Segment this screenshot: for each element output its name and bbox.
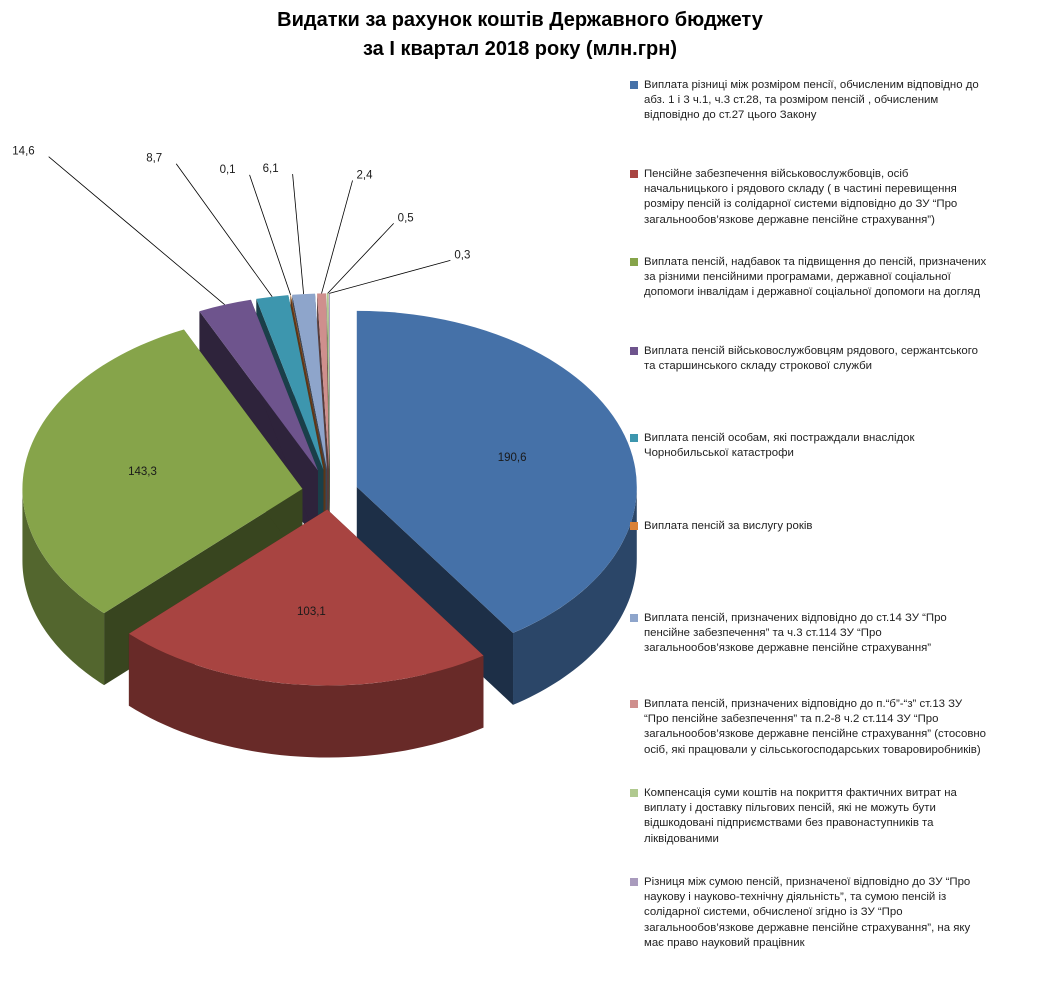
- legend-text-7: Виплата пенсій, призначених відповідно до ст.14 ЗУ “Про пенсійне забезпечення” та ч.3 ст.114 ЗУ “Про загальнообов’язкове державне пенсійне страхування”: [644, 612, 947, 655]
- leader-line-5: [176, 164, 272, 297]
- data-label-3: 143,3: [128, 466, 157, 479]
- leader-line-10: [329, 260, 450, 293]
- legend-text-5: Виплата пенсій особам, які постраждали внаслідок Чорнобильської катастрофи: [644, 432, 915, 460]
- legend-text-2: Пенсійне забезпечення військовослужбовців, осіб начальницького і рядового складу ( в частині перевищення розміру пенсій із солідарної системи відповідно до ЗУ “Про загальнообов’язкове державне пенсійне страхування”): [644, 168, 958, 226]
- data-label-8: 2,4: [356, 169, 373, 182]
- data-label-2: 103,1: [297, 606, 326, 619]
- data-label-4: 14,6: [12, 145, 35, 158]
- data-label-9: 0,5: [397, 212, 414, 225]
- data-label-6: 0,1: [219, 163, 236, 176]
- legend-swatch-8: [630, 700, 638, 708]
- data-label-5: 8,7: [146, 152, 163, 165]
- legend-swatch-10: [630, 878, 638, 886]
- legend-swatch-7: [630, 614, 638, 622]
- data-label-10: 0,3: [454, 249, 471, 262]
- data-label-7: 6,1: [262, 163, 279, 176]
- leader-line-4: [49, 157, 225, 305]
- legend-text-10: Різниця між сумою пенсій, призначеної відповідно до ЗУ “Про наукову і науково-технічну діяльність”, та сумою пенсій із солідарної системи, обчисленої згідно із ЗУ “Про загальнообов’язкове державне пенсійне страхування”, на яку має право науковий працівник: [644, 876, 971, 949]
- leader-line-8: [322, 180, 353, 293]
- data-label-1: 190,6: [497, 452, 527, 465]
- legend-text-9: Компенсація суми коштів на покриття фактичних витрат на виплату і доставку пільгових пенсій, які не можуть бути відшкодовані підприємствами без правонаступників та ліквідованими: [644, 787, 957, 845]
- legend-swatch-4: [630, 347, 638, 355]
- legend-swatch-6: [630, 522, 638, 530]
- legend-swatch-5: [630, 434, 638, 442]
- legend-swatch-9: [630, 789, 638, 797]
- legend-swatch-1: [630, 81, 638, 89]
- legend-text-1: Виплата різниці між розміром пенсії, обчисленим відповідно до абз. 1 і 3 ч.1, ч.3 ст.28, та розміром пенсій , обчисленим відповідно до ст.27 цього Закону: [644, 79, 979, 122]
- chart-title-line-2: за І квартал 2018 року (млн.грн): [362, 38, 678, 60]
- leader-line-6: [250, 175, 291, 295]
- leader-line-7: [293, 174, 304, 294]
- chart-title-line-1: Видатки за рахунок коштів Державного бюджету: [277, 9, 763, 31]
- legend-text-4: Виплата пенсій військовослужбовцям рядового, сержантського та старшинського складу строкової служби: [644, 345, 978, 373]
- legend-swatch-3: [630, 258, 638, 266]
- legend-text-8: Виплата пенсій, призначених відповідно до п.“б”-“з” ст.13 ЗУ “Про пенсійне забезпечення” та п.2-8 ч.2 ст.114 ЗУ “Про загальнообов’язкове державне пенсійне страхування” (стосовно осіб, які працювали у сільськогосподарських товаровиробників): [644, 698, 987, 756]
- legend-text-6: Виплата пенсій за вислугу років: [644, 520, 813, 532]
- legend-swatch-2: [630, 170, 638, 178]
- legend-text-3: Виплата пенсій, надбавок та підвищення до пенсій, призначених за різними пенсійними програмами, державної соціальної допомоги інвалідам і державної соціальної допомоги на догляд: [644, 256, 987, 299]
